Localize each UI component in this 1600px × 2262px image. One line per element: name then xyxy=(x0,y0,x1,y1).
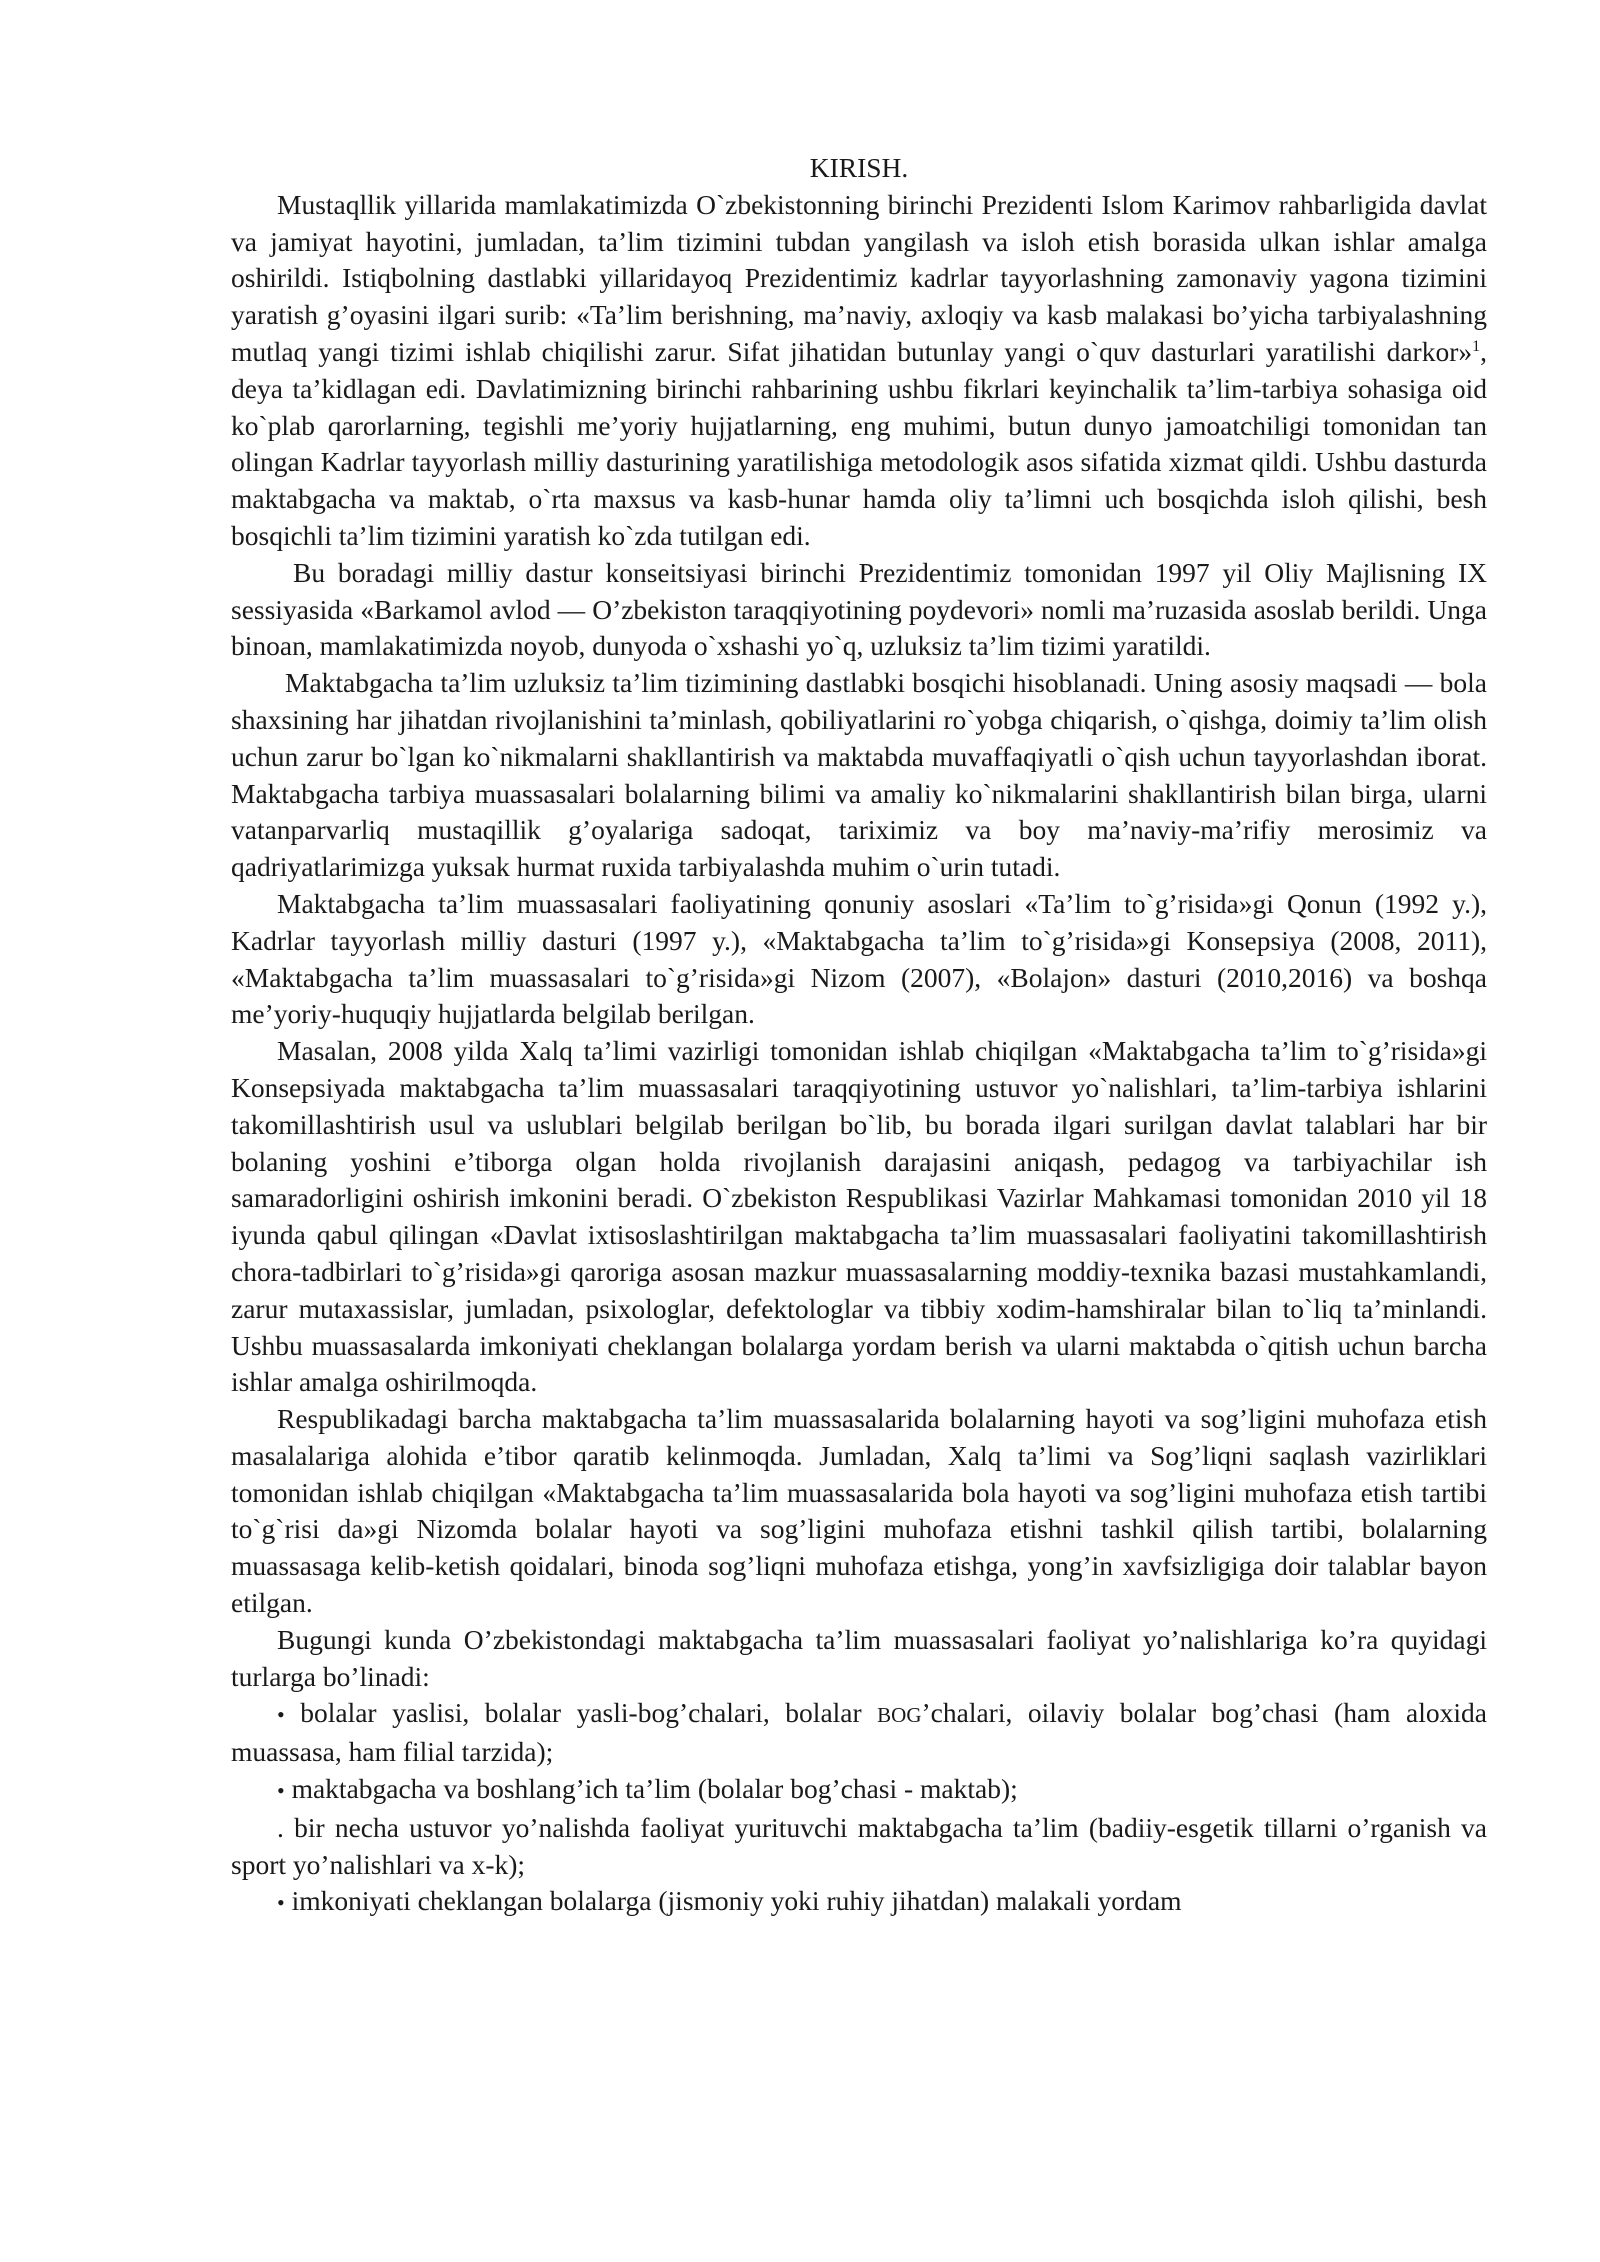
list-item xyxy=(231,1883,1487,1922)
list-item-smallcaps: BOG xyxy=(877,1703,922,1728)
list-item xyxy=(231,1810,1487,1884)
paragraph-types-intro: Bugungi kunda O’zbekistondagi maktabgacha ta’lim muassasalari faoliyat yo’nalishlariga ko’ra quyidagi turlarga bo’linadi: xyxy=(231,1623,1487,1692)
document-title: KIRISH. xyxy=(809,152,909,183)
list-item-text: imkoniyati cheklangan bolalarga (jismoniy yoki ruhiy jihatdan) malakali yordam xyxy=(291,1885,1182,1917)
paragraph-intro-text-1: Mustaqllik yillarida mamlakatimizda O`zbekistonning birinchi Prezidenti Islom Karimov rahbarligida davlat va jamiyat hayotini, jumladan, ta’lim tizimini tubdan yangilash va isloh etish borasida ulkan ishlar amalga oshirildi. Istiqbolning dastlabki yillaridayoq Prezidentimiz kadrlar tayyorlashning zamonaviy yagona tizimini yaratish g’oyasini ilgari surib: «Ta’lim berishning, ma’naviy, axloqiy va kasb malakasi bo’yicha tarbiyalashning mutlaq yangi tizimi ishlab chiqilishi zarur. Sifat jihatidan butunlay yangi o`quv dasturlari yaratilishi darkor» xyxy=(231,188,1487,367)
paragraph-preschool-goal: Maktabgacha ta’lim uzluksiz ta’lim tizimining dastlabki bosqichi hisoblanadi. Uning asosiy maqsadi — bola shaxsining har jihatdan rivojlanishini ta’minlash, qobiliyatlarini ro`yobga chiqarish, o`qishga, doimiy ta’lim olish uchun zarur bo`lgan ko`nikmalarni shakllantirish va maktabda muvaffaqiyatli o`qish uchun tayyorlashdan iborat. Maktabgacha tarbiya muassasalari bolalarning bilimi va amaliy ko`nikmalarini shakllantirish bilan birga, ularni vatanparvarliq mustaqillik g’oyalariga sadoqat, tariximiz va boy ma’naviy-ma’rifiy merosimiz va qadriyatlarimizga yuksak hurmat ruxida tarbiyalashda muhim o`urin tutadi. xyxy=(231,667,1487,883)
document-page xyxy=(231,150,1487,1922)
paragraph-legal-basis: Maktabgacha ta’lim muassasalari faoliyatining qonuniy asoslari «Ta’lim to`g’risida»gi Qonun (1992 y.), Kadrlar tayyorlash milliy dasturi (1997 y.), «Maktabgacha ta’lim to`g’risida»gi Konsepsiya (2008, 2011), «Maktabgacha ta’lim muassasalari to`g’risida»gi Nizom (2007), «Bolajon» dasturi (2010,2016) va boshqa me’yoriy-huquqiy hujjatlarda belgilab berilgan. xyxy=(231,887,1487,1030)
footnote-reference[interactable]: 1 xyxy=(1472,337,1481,355)
list-item xyxy=(231,1695,1487,1771)
bullet-icon: • xyxy=(277,1702,285,1728)
list-item xyxy=(231,1771,1487,1810)
bullet-icon: • xyxy=(277,1890,285,1916)
list-item-text: bolalar yaslisi, bolalar yasli-bog’chalari, bolalar xyxy=(300,1697,878,1729)
list-item-text: maktabgacha va boshlang’ich ta’lim (bolalar bog’chasi - maktab); xyxy=(291,1773,1018,1805)
paragraph-concept-2008: Masalan, 2008 yilda Xalq ta’limi vazirligi tomonidan ishlab chiqilgan «Maktabgacha ta’lim to`g’risida»gi Konsepsiyada maktabgacha ta’lim muassasalari taraqqiyotining ustuvor yo`nalishlari, ta’lim-tarbiya ishlarini takomillashtirish usul va uslublari belgilab berilgan bo`lib, bu borada ilgari surilgan davlat talablari har bir bolaning yoshini e’tiborga olgan holda rivojlanish darajasini aniqash, pedagog va tarbiyachilar ish samaradorligini oshirish imkonini beradi. O`zbekiston Respublikasi Vazirlar Mahkamasi tomonidan 2010 yil 18 iyunda qabul qilingan «Davlat ixtisoslashtirilgan maktabgacha ta’lim muassasalari faoliyatini takomillashtirish chora-tadbirlari to`g’risida»gi qaroriga asosan mazkur muassasalarning moddiy-texnika bazasi mustahkamlandi, zarur mutaxassislar, jumladan, psixologlar, defektologlar va tibbiy xodim-hamshiralar bilan to`liq ta’minlandi. Ushbu muassasalarda imkoniyati cheklangan bolalarga yordam berish va ularni maktabda o`qitish uchun barcha ishlar amalga oshirilmoqda. xyxy=(231,1035,1487,1398)
paragraph-health-protection: Respublikadagi barcha maktabgacha ta’lim muassasalarida bolalarning hayoti va sog’ligini muhofaza etish masalalariga alohida e’tibor qaratib kelinmoqda. Jumladan, Xalq ta’limi va Sog’liqni saqlash vazirliklari tomonidan ishlab chiqilgan «Maktabgacha ta’lim muassasalarida bola hayoti va sog’ligini muhofaza etish tartibi to`g`risi da»gi Nizomda bolalar hayoti va sog’ligini muhofaza etishni tashkil qilish tartibi, bolalarning muassasaga kelib-ketish qoidalari, binoda sog’liqni muhofaza etishga, yong’in xavfsizligiga doir talablar bayon etilgan. xyxy=(231,1403,1487,1619)
list-item-text: bir necha ustuvor yo’nalishda faoliyat yurituvchi maktabgacha ta’lim (badiiy-esgetik tillarni o’rganish va sport yo’nalishlari va x-k); xyxy=(231,1811,1488,1880)
bullet-icon: . xyxy=(277,1811,284,1843)
bullet-icon: • xyxy=(277,1778,285,1804)
paragraph-concept: Bu boradagi milliy dastur konseitsiyasi birinchi Prezidentimiz tomonidan 1997 yil Oliy Majlisning IX sessiyasida «Barkamol avlod — O’zbekiston taraqqiyotining poydevori» nomli ma’ruzasida asoslab berildi. Unga binoan, mamlakatimizda noyob, dunyoda o`xshashi yo`q, uzluksiz ta’lim tizimi yaratildi. xyxy=(231,556,1487,662)
paragraph-intro-text-2: , deya ta’kidlagan edi. Davlatimizning birinchi rahbarining ushbu fikrlari keyinchalik ta’lim-tarbiya sohasiga oid ko`plab qarorlarning, tegishli me’yoriy hujjatlarning, eng muhimi, butun dunyo jamoatchiligi tomonidan tan olingan Kadrlar tayyorlash milliy dasturining yaratilishiga metodologik asos sifatida xizmat qildi. Ushbu dasturda maktabgacha va maktab, o`rta maxsus va kasb-hunar hamda oliy ta’limni uch bosqichda isloh qilishi, besh bosqichli ta’lim tizimini yaratish ko`zda tutilgan edi. xyxy=(231,335,1487,551)
paragraph-intro xyxy=(231,187,1487,555)
list-item-text: ’chalari, oilaviy bolalar bog’chasi (ham aloxida muassasa, ham filial tarzida); xyxy=(231,1697,1487,1768)
